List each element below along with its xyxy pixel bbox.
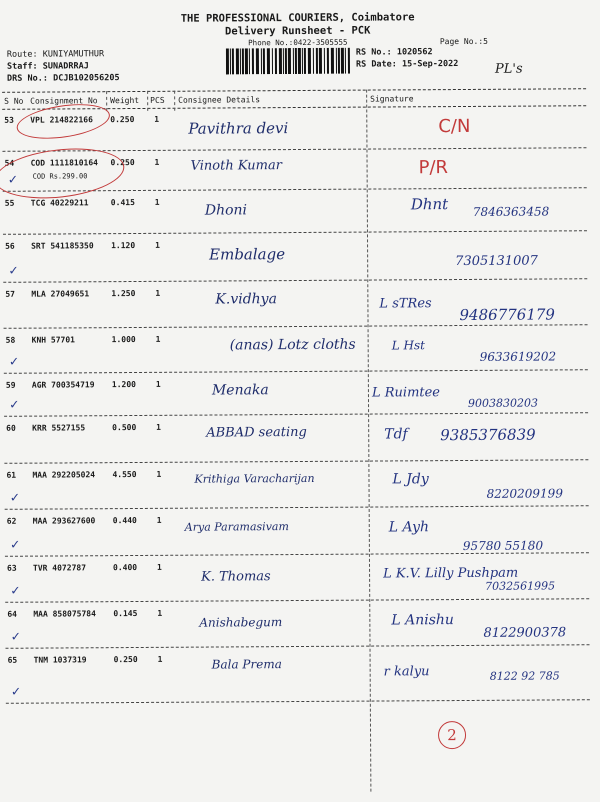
- pcs-value: 1: [155, 334, 161, 344]
- consignee-handwritten: Bala Prema: [211, 657, 282, 672]
- consignment-number: MAA 858075784: [33, 609, 96, 619]
- table-row: [4, 413, 588, 464]
- check-icon: ✓: [11, 582, 20, 599]
- pcs-value: 1: [156, 515, 162, 525]
- table-row: [6, 645, 590, 704]
- weight-value: 0.250: [110, 115, 135, 125]
- signature-handwritten: Tdf: [384, 426, 408, 443]
- check-icon: ✓: [9, 262, 18, 279]
- row-separator: [6, 699, 590, 704]
- check-icon: ✓: [9, 353, 19, 370]
- staff-label: Staff: SUNADRRAJ: [6, 61, 89, 72]
- signature-handwritten: P/R: [418, 157, 449, 179]
- col-weight: Weight: [110, 95, 140, 106]
- drs-number: DRS No.: DCJB102056205: [7, 73, 120, 84]
- signature-handwritten: L K.V. Lilly Pushpam: [383, 565, 519, 582]
- consignment-number: TCG 40229211: [30, 198, 89, 208]
- consignee-handwritten: Anishabegum: [199, 615, 283, 630]
- company-name: THE PROFESSIONAL COURIERS, Coimbatore: [180, 11, 415, 25]
- pcs-value: 1: [156, 469, 162, 479]
- weight-value: 1.200: [111, 380, 137, 390]
- serial-number: 64: [7, 609, 17, 619]
- consignment-number: SRT 541185350: [31, 241, 94, 251]
- pcs-value: 1: [156, 422, 162, 432]
- receiver-phone: 9003830203: [467, 396, 539, 410]
- barcode-icon: [226, 48, 352, 75]
- weight-value: 0.145: [113, 608, 138, 619]
- col-pcs: PCS: [150, 95, 165, 105]
- col-consignment: Consignment No: [30, 96, 98, 106]
- check-icon: ✓: [9, 396, 19, 413]
- serial-number: 54: [4, 158, 15, 168]
- consignment-number: COD 1111810164: [30, 158, 99, 168]
- circled-number: 2: [438, 721, 466, 749]
- consignee-handwritten: ABBAD seating: [206, 424, 307, 441]
- table-row: [5, 553, 589, 603]
- check-icon: ✓: [11, 683, 21, 700]
- table-row: [3, 188, 587, 235]
- pcs-value: 1: [155, 288, 161, 298]
- receiver-phone: 7032561995: [485, 579, 556, 593]
- signature-handwritten: L Jdy: [392, 471, 429, 488]
- consignee-handwritten: Vinoth Kumar: [190, 158, 282, 174]
- pcs-value: 1: [156, 562, 162, 572]
- route-label: Route: KUNIYAMUTHUR: [6, 49, 105, 60]
- consignee-handwritten: Krithiga Varacharijan: [194, 471, 315, 486]
- table-row: [4, 370, 588, 417]
- weight-value: 0.500: [112, 423, 137, 433]
- weight-value: 0.250: [113, 654, 138, 665]
- consignee-handwritten: (anas) Lotz cloths: [229, 336, 356, 354]
- sheet-title: Delivery Runsheet - PCK: [225, 24, 371, 38]
- serial-number: 57: [5, 289, 16, 299]
- table-row: [5, 599, 589, 649]
- consignment-number: TNM 1037319: [33, 655, 87, 665]
- table-row: [4, 325, 588, 374]
- weight-value: 4.550: [112, 469, 137, 480]
- pcs-value: 1: [157, 654, 163, 664]
- handwritten-note: PL's: [494, 61, 523, 77]
- serial-number: 53: [4, 115, 14, 125]
- check-icon: ✓: [8, 171, 18, 188]
- weight-value: 0.440: [112, 515, 137, 526]
- serial-number: 56: [5, 241, 15, 251]
- serial-number: 60: [6, 423, 16, 433]
- receiver-phone: 8220209199: [486, 486, 563, 501]
- consignee-handwritten: K.vidhya: [215, 291, 277, 308]
- signature-handwritten: L Anishu: [391, 612, 454, 629]
- table-row: [3, 279, 587, 329]
- consignee-handwritten: Menaka: [211, 382, 269, 399]
- consignment-number: KNH 57701: [31, 335, 76, 345]
- rs-number: RS No.: 1020562: [355, 47, 433, 58]
- receiver-phone: 7305131007: [455, 253, 538, 270]
- signature-handwritten: L Hst: [391, 338, 425, 353]
- consignment-number: MAA 292205024: [32, 470, 96, 480]
- consignment-number: VPL 214822166: [30, 115, 93, 125]
- pcs-value: 1: [155, 240, 160, 250]
- weight-value: 1.000: [111, 335, 136, 345]
- consignee-handwritten: Arya Paramasivam: [184, 520, 289, 534]
- consignment-number: KRR 5527155: [32, 423, 86, 433]
- receiver-phone: 9385376839: [440, 425, 536, 445]
- signature-handwritten: L Ruimtee: [371, 385, 441, 401]
- header-top-rule: [2, 88, 586, 93]
- signature-handwritten: C/N: [438, 115, 471, 138]
- col-sno: S No: [4, 96, 24, 106]
- serial-number: 61: [6, 470, 17, 480]
- cod-amount: COD Rs.299.00: [32, 172, 88, 181]
- signature-handwritten: L Ayh: [388, 519, 430, 536]
- col-signature: Signature: [370, 94, 414, 104]
- table-row: [3, 231, 587, 283]
- page-number: Page No.:5: [439, 36, 489, 47]
- weight-value: 1.250: [111, 289, 136, 299]
- pcs-value: 1: [157, 608, 163, 618]
- serial-number: 59: [5, 380, 16, 390]
- col-consignee: Consignee Details: [178, 95, 261, 105]
- table-row: [5, 506, 589, 557]
- weight-value: 0.400: [112, 562, 138, 573]
- pcs-value: 1: [154, 114, 160, 124]
- receiver-phone: 9486776179: [459, 305, 555, 325]
- weight-value: 1.120: [111, 241, 136, 251]
- signature-handwritten: r kalyu: [383, 664, 430, 680]
- check-icon: ✓: [10, 489, 20, 506]
- consignment-number: AGR 700354719: [31, 380, 95, 390]
- receiver-phone: 8122900378: [483, 625, 567, 641]
- check-icon: ✓: [10, 536, 20, 553]
- serial-number: 65: [7, 655, 18, 665]
- serial-number: 55: [4, 198, 15, 208]
- receiver-phone: 95780 55180: [462, 538, 544, 554]
- weight-value: 0.415: [110, 198, 135, 208]
- receiver-phone: 9633619202: [479, 349, 557, 364]
- consignee-handwritten: K. Thomas: [201, 569, 271, 585]
- pcs-value: 1: [154, 157, 160, 167]
- serial-number: 62: [6, 516, 17, 526]
- serial-number: 63: [6, 563, 17, 573]
- receiver-phone: 8122 92 785: [489, 669, 560, 683]
- check-icon: ✓: [11, 628, 20, 645]
- consignment-number: TVR 4072787: [32, 563, 87, 573]
- consignee-handwritten: Pavithra devi: [188, 119, 289, 138]
- consignee-handwritten: Embalage: [209, 245, 286, 264]
- signature-handwritten: Dhnt: [410, 195, 449, 214]
- pcs-value: 1: [154, 197, 160, 207]
- receiver-phone: 7846363458: [472, 204, 550, 219]
- consignment-number: MAA 293627600: [32, 516, 96, 526]
- consignment-number: MLA 27049651: [31, 289, 90, 299]
- pcs-value: 1: [155, 379, 161, 389]
- rs-date: RS Date: 15-Sep-2022: [355, 59, 459, 70]
- weight-value: 0.250: [110, 158, 135, 168]
- phone-number: Phone No.:0422-3505555: [248, 37, 348, 48]
- consignee-handwritten: Dhoni: [204, 202, 248, 219]
- signature-handwritten: L sTRes: [379, 296, 432, 312]
- serial-number: 58: [5, 335, 16, 345]
- table-row: [4, 460, 588, 510]
